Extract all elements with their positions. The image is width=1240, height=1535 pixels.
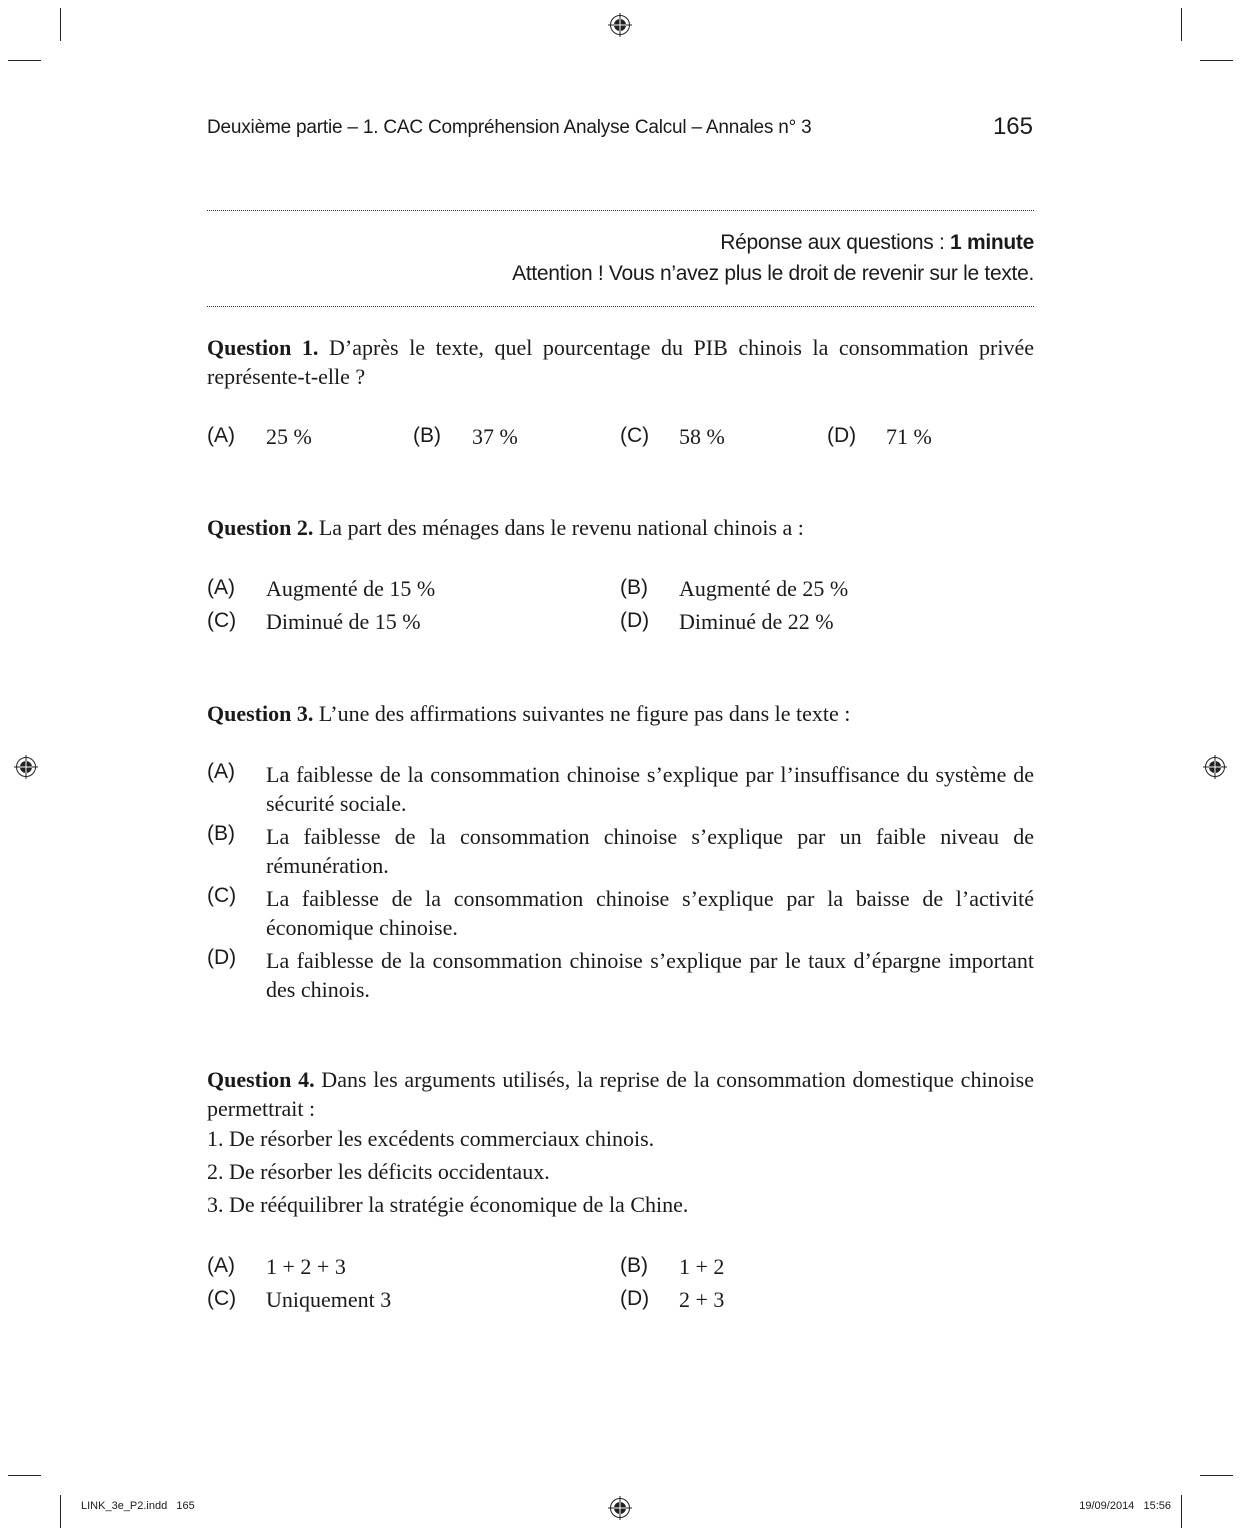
option-text: 37 %	[472, 424, 518, 449]
option-letter: (B)	[620, 576, 648, 599]
question-text: La part des ménages dans le revenu national chinois a :	[313, 515, 804, 540]
option-letter: (B)	[620, 1254, 648, 1277]
time-notice-duration: 1 minute	[950, 231, 1034, 254]
option-text: La faiblesse de la consommation chinoise s’explique par l’insuffisance du système de sécurité sociale.	[266, 762, 1034, 816]
option-text: 1 + 2	[679, 1254, 725, 1279]
registration-mark-icon	[1203, 755, 1227, 779]
option-letter: (D)	[620, 609, 650, 632]
option-text: 1 + 2 + 3	[266, 1254, 346, 1279]
option-text: Diminué de 15 %	[266, 609, 421, 634]
option-letter: (C)	[620, 424, 650, 447]
page-number: 165	[992, 113, 1033, 140]
question-text: Dans les arguments utilisés, la reprise de la consommation domestique chinoise permettrait :	[207, 1067, 1034, 1121]
running-head: Deuxième partie – 1. CAC Compréhension Analyse Calcul – Annales n° 3	[207, 117, 812, 138]
question-text: L’une des affirmations suivantes ne figure pas dans le texte :	[313, 701, 851, 726]
list-item: 3. De rééquilibrer la stratégie économique de la Chine.	[207, 1192, 689, 1217]
slug-date: 19/09/2014 15:56	[1079, 1500, 1171, 1512]
question-2	[207, 513, 1034, 542]
option-letter: (C)	[207, 1287, 237, 1310]
option-letter: (B)	[207, 822, 235, 845]
question-1	[207, 333, 1034, 391]
time-notice	[720, 231, 1034, 255]
option-letter: (D)	[620, 1287, 650, 1310]
option-text: Augmenté de 15 %	[266, 576, 436, 601]
registration-mark-icon	[608, 1496, 632, 1520]
option-text: Augmenté de 25 %	[679, 576, 849, 601]
list-item: 1. De résorber les excédents commerciaux chinois.	[207, 1126, 655, 1151]
crop-mark	[1181, 8, 1182, 41]
option-letter: (C)	[207, 884, 237, 907]
question-label: Question 2.	[207, 515, 314, 540]
option-letter: (A)	[207, 1254, 235, 1277]
option-letter: (A)	[207, 576, 235, 599]
divider	[207, 306, 1034, 307]
option-text: Uniquement 3	[266, 1287, 392, 1312]
option-text: 58 %	[679, 424, 725, 449]
crop-mark	[8, 60, 41, 61]
registration-mark-icon	[14, 755, 38, 779]
question-label: Question 3.	[207, 701, 314, 726]
option-text: La faiblesse de la consommation chinoise s’explique par un faible niveau de rémunération.	[266, 824, 1034, 878]
question-3	[207, 699, 1034, 728]
warning-notice: Attention ! Vous n’avez plus le droit de revenir sur le texte.	[512, 262, 1034, 285]
option-text: 2 + 3	[679, 1287, 725, 1312]
option-text: 25 %	[266, 424, 312, 449]
crop-mark	[1200, 1475, 1233, 1476]
option-text: La faiblesse de la consommation chinoise s’explique par le taux d’épargne important des chinois.	[266, 948, 1034, 1002]
crop-mark	[8, 1475, 41, 1476]
option-letter: (A)	[207, 760, 235, 783]
option-text: Diminué de 22 %	[679, 609, 834, 634]
question-text: D’après le texte, quel pourcentage du PIB chinois la consommation privée représente-t-elle ?	[207, 335, 1034, 389]
option-letter: (D)	[207, 946, 237, 969]
crop-mark	[60, 1495, 61, 1528]
question-4	[207, 1065, 1034, 1123]
time-notice-label: Réponse aux questions :	[720, 231, 951, 254]
option-letter: (B)	[413, 424, 441, 447]
slug-filename: LINK_3e_P2.indd 165	[81, 1500, 195, 1512]
registration-mark-icon	[608, 13, 632, 37]
option-text: 71 %	[886, 424, 932, 449]
crop-mark	[1181, 1495, 1182, 1528]
question-label: Question 4.	[207, 1067, 315, 1092]
divider	[207, 210, 1034, 211]
option-letter: (C)	[207, 609, 237, 632]
option-text: La faiblesse de la consommation chinoise s’explique par la baisse de l’activité économique chinoise.	[266, 886, 1034, 940]
option-letter: (A)	[207, 424, 235, 447]
crop-mark	[1200, 60, 1233, 61]
question-label: Question 1.	[207, 335, 319, 360]
option-letter: (D)	[827, 424, 857, 447]
list-item: 2. De résorber les déficits occidentaux.	[207, 1159, 550, 1184]
crop-mark	[60, 8, 61, 41]
